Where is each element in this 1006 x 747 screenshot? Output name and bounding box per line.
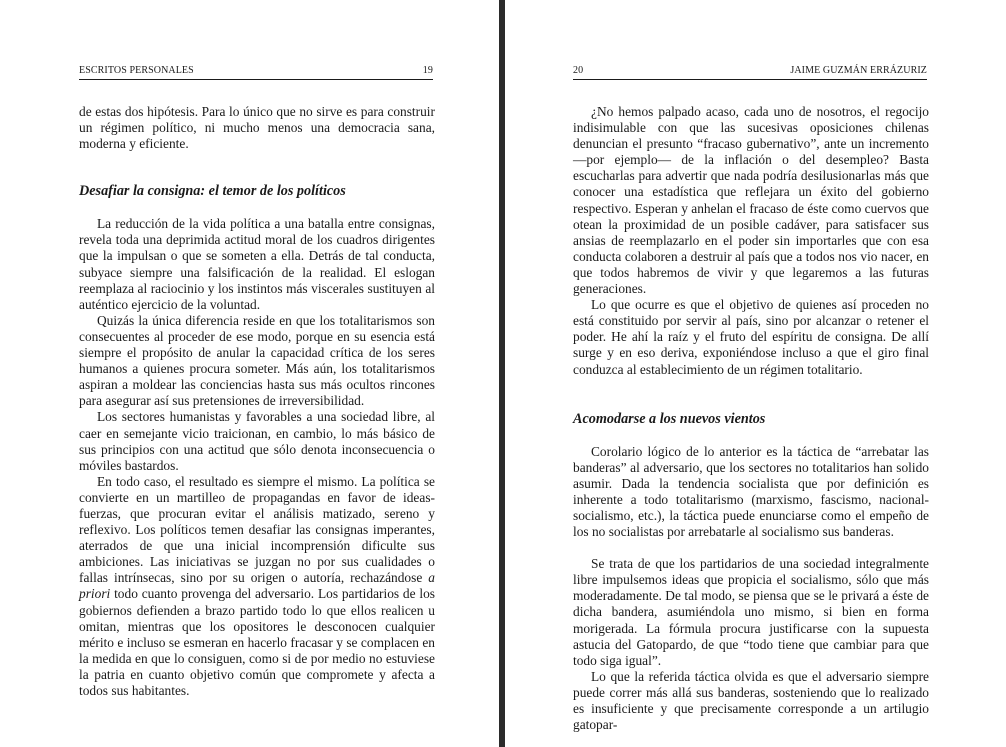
paragraph [79, 474, 435, 699]
paragraph-intro: de estas dos hipótesis. Para lo único que no sirve es para construir un régimen político, ni mucho menos una democracia sana, moderna y eficiente. [79, 104, 435, 152]
paragraph: Los sectores humanistas y favorables a una sociedad libre, al caer en semejante vicio traicionan, en cambio, lo más básico de sus principios con una actitud que sólo denota inconsecuencia o móviles bastardos. [79, 409, 435, 473]
right-page-number: 20 [573, 65, 584, 76]
paragraph: Se trata de que los partidarios de una sociedad integralmente libre impulsemos ideas que propicia el socialismo, sólo que más moderadamente. De tal modo, se piensa que se le privará a éste de dicha bandera, asumiéndola uno mismo, si bien en forma morigerada. La fórmula procura justificarse con la supuesta astucia del Gatopardo, de que “todo tiene que cambiar para que todo siga igual”. [573, 556, 929, 668]
left-header-title: ESCRITOS PERSONALES [79, 65, 194, 76]
paragraph: Lo que ocurre es que el objetivo de quienes así proceden no está constituido por servir al país, sino por alcanzar o retener el poder. He ahí la raíz y el fruto del espíritu de consigna. De allí surge y en eso deriva, exponiéndose incluso a que el giro final conduzca al establecimiento de un régimen totalitario. [573, 297, 929, 377]
paragraph: ¿No hemos palpado acaso, cada uno de nosotros, el regocijo indisimulable con que las sucesivas oposiciones chilenas denuncian el presunto “fracaso gubernativo”, ante un incremento —por ejemplo— de la inflación o del desempleo? Basta escucharlas para advertir que nada podría desilusionarlas más que conocer una estadística que reflejara un éxito del gobierno respectivo. Esperan y anhelan el fracaso de éste como cuervos que otean la proximidad de un posible cadáver, para satisfacer sus ansias de reemplazarlo en el poder sin importarles que con esa conducta colaboren a destruir al país que a todos nos vio nacer, en que todos habremos de vivir y que legaremos a las futuras generaciones. [573, 104, 929, 297]
paragraph-text: todo cuanto provenga del adversario. Los partidarios de los gobiernos defienden a brazo partido todo lo que ellos realicen u omitan, mientras que los opositores le desconocen cualquier mérito e incluso se esmeran en hacerlo fracasar y se complacen en la medida en que lo consiguen, como si de por medio no estuviese la patria en cuanto objetivo común que compromete y afecta a todos sus habitantes. [79, 586, 435, 698]
paragraph: Corolario lógico de lo anterior es la táctica de “arrebatar las banderas” al adversario, que los sectores no totalitarios han solido asumir. Dada la tendencia socialista que por definición es inherente a todo totalitarismo (marxismo, fascismo, nacional-socialismo, etc.), la táctica puede enunciarse como el empeño de los no socialistas por arrebatarle al socialismo sus banderas. [573, 443, 929, 540]
section-heading: Desafiar la consigna: el temor de los políticos [79, 183, 346, 200]
italic-term: a priori [79, 570, 435, 602]
right-header-title: JAIME GUZMÁN ERRÁZURIZ [790, 65, 927, 76]
section-heading: Acomodarse a los nuevos vientos [573, 410, 766, 427]
paragraph-text: En todo caso, el resultado es siempre el mismo. La política se convierte en un martilleo de propagandas en favor de ideas-fuerzas, que procuran evitar el análisis matizado, sereno y reflexivo. Los políticos temen desafiar las consignas imperantes, aterrados de que una inicial incomprensión dificulte sus ambiciones. Las iniciativas se juzgan no por sus cualidades o fallas intrínsecas, sino por su origen o autoría, rechazándose [79, 473, 435, 586]
paragraph: La reducción de la vida política a una batalla entre consignas, revela toda una deprimida actitud moral de los cuadros dirigentes que la impulsan o que se someten a ella. Detrás de tal conducta, subyace siempre una falsificación de la realidad. El eslogan reemplaza al raciocinio y los instintos más viscerales sustituyen al auténtico ejercicio de la voluntad. [79, 216, 435, 312]
left-running-header [79, 63, 433, 80]
right-page [505, 0, 1006, 747]
left-page-number: 19 [422, 65, 433, 76]
left-page [0, 0, 499, 747]
paragraph: Quizás la única diferencia reside en que los totalitarismos son consecuentes al proceder de ese modo, porque en su esencia está siempre el propósito de anular la capacidad crítica de los seres humanos a quienes procura someter. Más aún, los totalitarismos aspiran a moldear las conciencias hasta sus más ocultos rincones para asegurar así sus pretensiones de irreversibilidad. [79, 312, 435, 409]
paragraph: Lo que la referida táctica olvida es que el adversario siempre puede correr más allá sus banderas, sosteniendo que lo realizado es insuficiente y que precisamente corresponde a un artilugio gatopar- [573, 668, 929, 733]
right-running-header [573, 63, 927, 80]
right-page-body [573, 104, 929, 733]
left-page-body [79, 104, 435, 699]
